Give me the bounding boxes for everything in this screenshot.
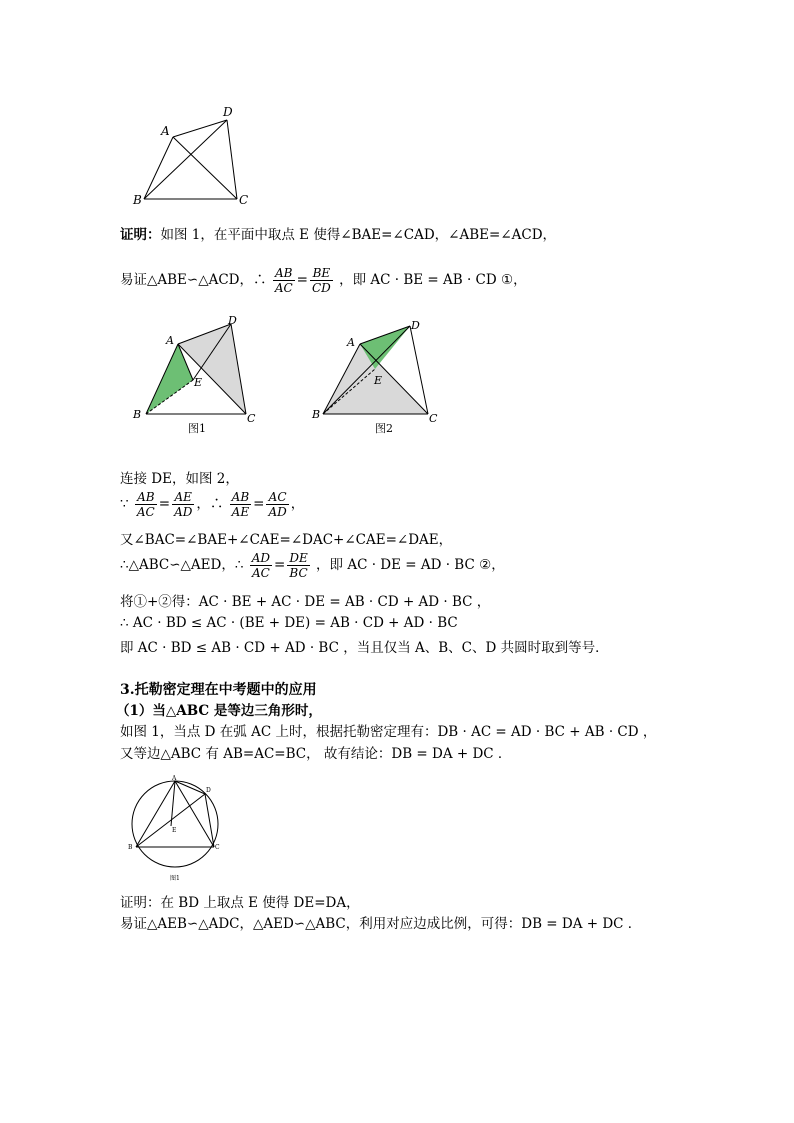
label-C: C: [239, 193, 249, 207]
fig1-label-D: D: [228, 314, 237, 327]
connect-de-line: 连接 DE，如图 2，: [120, 471, 239, 487]
fraction-ab-ac-2: $\frac{AB}{AC}$: [136, 490, 155, 519]
section-subtitle: （1）当△ABC 是等边三角形时，: [116, 703, 322, 719]
because-symbol: ∵: [120, 496, 129, 512]
quadrilateral-figure: [125, 100, 255, 210]
proof3-line-2: 易证△AEB∽△ADC，△AED∽△ABC，利用对应边成比例，可得：DB = DA + DC ．: [120, 916, 642, 932]
circle-label-B: B: [128, 844, 133, 851]
similarity-suffix: ，即 AC · BE = AB · CD ①，: [339, 272, 527, 288]
sum-line: 将①+②得：AC · BE + AC · DE = AB · CD + AD · BC ，: [120, 594, 491, 610]
fig2-label-A: A: [347, 336, 355, 349]
angle-line: 又∠BAC=∠BAE+∠CAE=∠DAC+∠CAE=∠DAE，: [120, 532, 453, 548]
figure-1: [128, 314, 258, 436]
fig1-label-E: E: [194, 376, 203, 389]
label-D: D: [223, 105, 233, 119]
fraction-be-cd: $\frac{BE}{CD}$: [311, 266, 331, 295]
fraction-ad-ac: $\frac{AD}{AC}$: [251, 551, 271, 580]
similarity-prefix: 易证△ABE∽△ACD，∴: [120, 272, 267, 288]
conclusion-line: 即 AC · BD ≤ AB · CD + AD · BC ，当且仅当 A、B、C、D 共圆时取到等号．: [120, 640, 609, 656]
fig2-label-D: D: [411, 319, 420, 332]
section-title: 3.托勒密定理在中考题中的应用: [120, 682, 317, 698]
inequality-line: ∴ AC · BD ≤ AC · (BE + DE) = AB · CD + AD · BC: [120, 615, 458, 631]
circle-figure: [125, 772, 225, 884]
similar-aed-line: ∴△ABC∽△AED，∴ $\frac{AD}{AC}$ = $\frac{DE}{BC}$ ，即 AC · DE = AD · BC ②，: [120, 551, 505, 580]
fig1-label-C: C: [247, 412, 256, 425]
fig1-caption: 图1: [188, 422, 206, 435]
because-line: ∵ $\frac{AB}{AC}$ = $\frac{AE}{AD}$ ，∴ $\frac{AB}{AE}$ = $\frac{AC}{AD}$ ，: [120, 490, 305, 519]
equals-sign: =: [296, 272, 308, 288]
label-B: B: [133, 193, 142, 207]
figure-2: [310, 314, 440, 436]
fraction-ab-ae: $\frac{AB}{AE}$: [231, 490, 250, 519]
circle-label-E: E: [172, 827, 177, 834]
fraction-ab-ac: $\frac{AB}{AC}$: [274, 266, 293, 295]
proof3-line-1: 证明：在 BD 上取点 E 使得 DE=DA，: [120, 895, 360, 911]
circle-label-D: D: [206, 787, 211, 794]
section-para-1: 如图 1，当点 D 在弧 AC 上时，根据托勒密定理有：DB · AC = AD · BC + AB · CD ，: [120, 724, 657, 740]
fig2-label-E: E: [374, 374, 383, 387]
fraction-ae-ad: $\frac{AE}{AD}$: [174, 490, 193, 519]
circle-label-A: A: [172, 775, 177, 782]
proof-text: 如图 1，在平面中取点 E 使得∠BAE=∠CAD，∠ABE=∠ACD，: [160, 227, 557, 243]
because-end: ，: [290, 496, 305, 512]
proof-line-1: [120, 226, 556, 244]
circle-label-C: C: [215, 844, 220, 851]
section-para-2: 又等边△ABC 有 AB=AC=BC， 故有结论：DB = DA + DC ．: [120, 746, 512, 762]
similar-aed-suffix: ，即 AC · DE = AD · BC ②，: [316, 557, 505, 573]
therefore-mid: ，∴: [196, 496, 224, 512]
similarity-line: [120, 266, 527, 295]
fig1-label-A: A: [166, 334, 174, 347]
similar-aed-prefix: ∴△ABC∽△AED，∴: [120, 557, 244, 573]
fig2-label-C: C: [429, 412, 438, 425]
fig2-caption: 图2: [375, 422, 393, 435]
proof-label: 证明：: [120, 227, 161, 243]
label-A: A: [161, 124, 170, 138]
fraction-de-bc: $\frac{DE}{BC}$: [289, 551, 308, 580]
fig2-label-B: B: [312, 408, 321, 421]
fraction-ac-ad: $\frac{AC}{AD}$: [268, 490, 287, 519]
fig1-label-B: B: [133, 408, 142, 421]
circle-caption: 图1: [170, 875, 180, 882]
